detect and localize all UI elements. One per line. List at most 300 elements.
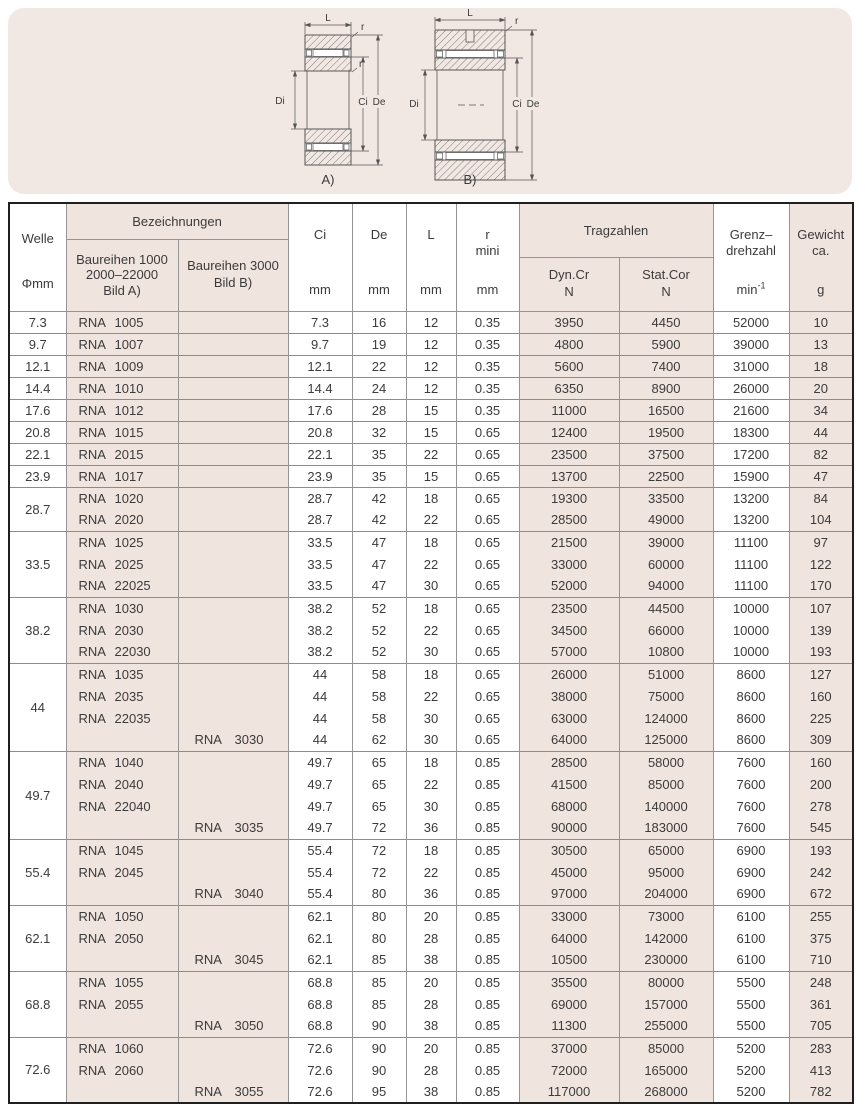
- table-row: [9, 1015, 853, 1037]
- designation-b: [178, 575, 288, 597]
- stat-cor-value: 5900: [619, 333, 713, 355]
- designation-a: [66, 531, 178, 553]
- welle-value: 9.7: [9, 333, 66, 355]
- r-mini-value: 0.85: [456, 839, 519, 861]
- r-mini-value: 0.85: [456, 1081, 519, 1103]
- designation-a: [66, 773, 178, 795]
- ci-value: 49.7: [288, 817, 352, 839]
- col-header-r-mini: [456, 203, 519, 311]
- ci-value: 49.7: [288, 773, 352, 795]
- de-value: 52: [352, 597, 406, 619]
- de-value: 42: [352, 487, 406, 509]
- de-value: 58: [352, 663, 406, 685]
- designation-prefix: RNA: [78, 754, 106, 770]
- ci-value: 68.8: [288, 1015, 352, 1037]
- gewicht-value: 104: [789, 509, 853, 531]
- l-value: 30: [406, 795, 456, 817]
- bearing-drawings: [8, 8, 852, 194]
- l-value: 18: [406, 751, 456, 773]
- stat-cor-value: 85000: [619, 1037, 713, 1059]
- ci-value: 14.4: [288, 377, 352, 399]
- designation-prefix: RNA: [78, 578, 106, 594]
- ci-value: 68.8: [288, 971, 352, 993]
- designation-number: 2015: [114, 446, 144, 462]
- designation-a: [66, 795, 178, 817]
- dyn-cr-value: 11000: [519, 399, 619, 421]
- table-row: [9, 905, 853, 927]
- r-mini-value: 0.65: [456, 619, 519, 641]
- gewicht-value: 193: [789, 641, 853, 663]
- designation-a: [66, 465, 178, 487]
- designation-b: [178, 861, 288, 883]
- stat-cor-value: 16500: [619, 399, 713, 421]
- designation-b: [178, 707, 288, 729]
- dyn-cr-value: 117000: [519, 1081, 619, 1103]
- l-value: 12: [406, 333, 456, 355]
- de-unit: mm: [368, 282, 390, 298]
- r-mini-value: 0.65: [456, 663, 519, 685]
- dyn-cr-value: 11300: [519, 1015, 619, 1037]
- designation-number: 1045: [114, 842, 144, 858]
- dim-label-di-b: Di: [409, 99, 419, 110]
- dim-label-de-a: De: [372, 97, 386, 108]
- table-row: [9, 399, 853, 421]
- ci-value: 49.7: [288, 795, 352, 817]
- designation-number: 1030: [114, 600, 144, 616]
- r-mini-value: 0.65: [456, 553, 519, 575]
- l-value: 38: [406, 1015, 456, 1037]
- table-row: [9, 971, 853, 993]
- grenzdrehzahl-value: 10000: [713, 641, 789, 663]
- table-row: [9, 641, 853, 663]
- dyn-cr-value: 90000: [519, 817, 619, 839]
- designation-b: [178, 685, 288, 707]
- ci-value: 44: [288, 707, 352, 729]
- gewicht-value: 283: [789, 1037, 853, 1059]
- designation-number: 1012: [114, 402, 144, 418]
- grenzdrehzahl-value: 7600: [713, 817, 789, 839]
- dyn-cr-value: 12400: [519, 421, 619, 443]
- ci-value: 55.4: [288, 883, 352, 905]
- designation-a: [66, 1037, 178, 1059]
- dyn-cr-value: 41500: [519, 773, 619, 795]
- designation-number: 1007: [114, 336, 144, 352]
- table-row: [9, 597, 853, 619]
- grenzdrehzahl-value: 31000: [713, 355, 789, 377]
- r-mini-value: 0.85: [456, 817, 519, 839]
- designation-a: [66, 839, 178, 861]
- r-mini-value: 0.65: [456, 465, 519, 487]
- dim-label-ci-a: Ci: [358, 97, 368, 108]
- gewicht-value: 82: [789, 443, 853, 465]
- designation-number: 2040: [114, 776, 144, 792]
- bearing-section-a: [305, 35, 351, 165]
- r-mini-value: 0.85: [456, 1015, 519, 1037]
- l-value: 30: [406, 641, 456, 663]
- table-row: [9, 993, 853, 1015]
- gewicht-value: 309: [789, 729, 853, 751]
- stat-cor-value: 22500: [619, 465, 713, 487]
- r-mini-value: 0.85: [456, 905, 519, 927]
- designation-a: [66, 1015, 178, 1037]
- col-header-baureihen-b: Baureihen 3000 Bild B): [178, 239, 288, 311]
- stat-cor-value: 75000: [619, 685, 713, 707]
- designation-number: 2045: [114, 864, 144, 880]
- designation-prefix: RNA: [78, 556, 106, 572]
- table-row: [9, 707, 853, 729]
- de-value: 52: [352, 619, 406, 641]
- stat-cor-value: 85000: [619, 773, 713, 795]
- designation-a: [66, 399, 178, 421]
- designation-number: 1010: [114, 380, 144, 396]
- de-value: 65: [352, 751, 406, 773]
- dyn-cr-value: 6350: [519, 377, 619, 399]
- bearing-spec-table: [8, 202, 854, 1104]
- grenzdrehzahl-value: 7600: [713, 795, 789, 817]
- gewicht-value: 107: [789, 597, 853, 619]
- dyn-cr-value: 34500: [519, 619, 619, 641]
- stat-cor-value: 80000: [619, 971, 713, 993]
- stat-cor-value: 73000: [619, 905, 713, 927]
- designation-number: 2060: [114, 1062, 144, 1078]
- grenz-unit: $\min^{-1}$: [736, 280, 766, 298]
- table-row: [9, 817, 853, 839]
- l-value: 18: [406, 487, 456, 509]
- ci-value: 33.5: [288, 575, 352, 597]
- designation-prefix: RNA: [78, 908, 106, 924]
- welle-value: 33.5: [9, 531, 66, 597]
- de-value: 65: [352, 795, 406, 817]
- designation-b: [178, 355, 288, 377]
- dyn-cr-value: 3950: [519, 311, 619, 333]
- de-value: 90: [352, 1059, 406, 1081]
- gewicht-value: 225: [789, 707, 853, 729]
- l-value: 30: [406, 707, 456, 729]
- de-value: 85: [352, 971, 406, 993]
- designation-prefix: RNA: [194, 732, 222, 748]
- l-value: 12: [406, 355, 456, 377]
- grenzdrehzahl-value: 39000: [713, 333, 789, 355]
- grenzdrehzahl-value: 5200: [713, 1059, 789, 1081]
- l-value: 28: [406, 993, 456, 1015]
- grenzdrehzahl-value: 10000: [713, 597, 789, 619]
- dyn-cr-value: 5600: [519, 355, 619, 377]
- gewicht-value: 122: [789, 553, 853, 575]
- designation-number: 1020: [114, 490, 144, 506]
- designation-a: [66, 1059, 178, 1081]
- l-value: 15: [406, 465, 456, 487]
- designation-prefix: RNA: [78, 930, 106, 946]
- gewicht-unit: g: [817, 282, 825, 298]
- stat-cor-value: 8900: [619, 377, 713, 399]
- designation-a: [66, 641, 178, 663]
- designation-number: 3050: [234, 1018, 264, 1034]
- de-value: 95: [352, 1081, 406, 1103]
- designation-prefix: RNA: [194, 1018, 222, 1034]
- r-mini-value: 0.35: [456, 399, 519, 421]
- stat-cor-value: 255000: [619, 1015, 713, 1037]
- r-mini-value: 0.35: [456, 377, 519, 399]
- designation-number: 22025: [114, 578, 151, 594]
- ci-value: 55.4: [288, 861, 352, 883]
- de-value: 85: [352, 993, 406, 1015]
- gewicht-value: 200: [789, 773, 853, 795]
- designation-prefix: RNA: [78, 402, 106, 418]
- ci-value: 38.2: [288, 641, 352, 663]
- designation-prefix: RNA: [194, 1084, 222, 1099]
- designation-prefix: RNA: [78, 336, 106, 352]
- de-value: 85: [352, 949, 406, 971]
- designation-prefix: RNA: [78, 996, 106, 1012]
- grenzdrehzahl-value: 13200: [713, 509, 789, 531]
- designation-prefix: RNA: [78, 534, 106, 550]
- grenzdrehzahl-value: 18300: [713, 421, 789, 443]
- designation-a: [66, 817, 178, 839]
- col-header-tragzahlen: Tragzahlen: [519, 203, 713, 257]
- de-value: 19: [352, 333, 406, 355]
- gewicht-value: 375: [789, 927, 853, 949]
- r-label: r: [485, 227, 490, 243]
- ci-value: 62.1: [288, 927, 352, 949]
- designation-b: [178, 311, 288, 333]
- col-header-l: [406, 203, 456, 311]
- dyn-cr-value: 4800: [519, 333, 619, 355]
- designation-number: 1017: [114, 468, 144, 484]
- gewicht-value: 255: [789, 905, 853, 927]
- r-mini-value: 0.85: [456, 1059, 519, 1081]
- welle-value: 7.3: [9, 311, 66, 333]
- ci-value: 38.2: [288, 619, 352, 641]
- designation-prefix: RNA: [78, 644, 106, 660]
- l-value: 20: [406, 905, 456, 927]
- designation-b: [178, 817, 288, 839]
- gewicht-label-line1: Gewicht: [797, 227, 845, 243]
- grenzdrehzahl-value: 6900: [713, 839, 789, 861]
- designation-number: 22035: [114, 710, 151, 726]
- r-mini-value: 0.85: [456, 773, 519, 795]
- designation-prefix: RNA: [78, 974, 106, 990]
- stat-cor-value: 95000: [619, 861, 713, 883]
- welle-value: 12.1: [9, 355, 66, 377]
- l-value: 38: [406, 949, 456, 971]
- table-row: [9, 421, 853, 443]
- r-mini-value: 0.85: [456, 927, 519, 949]
- gewicht-value: 44: [789, 421, 853, 443]
- dim-label-ci-b: Ci: [512, 99, 522, 110]
- stat-cor-value: 49000: [619, 509, 713, 531]
- designation-a: [66, 377, 178, 399]
- ci-value: 49.7: [288, 751, 352, 773]
- l-value: 18: [406, 597, 456, 619]
- designation-b: [178, 751, 288, 773]
- designation-b: [178, 1037, 288, 1059]
- designation-number: 1050: [114, 908, 144, 924]
- designation-prefix: RNA: [78, 358, 106, 374]
- r-mini-value: 0.85: [456, 883, 519, 905]
- r-mini-label: mini: [475, 242, 500, 258]
- table-row: [9, 1037, 853, 1059]
- r-mini-value: 0.85: [456, 949, 519, 971]
- ci-value: 33.5: [288, 553, 352, 575]
- gewicht-value: 782: [789, 1081, 853, 1103]
- grenzdrehzahl-value: 7600: [713, 773, 789, 795]
- l-value: 22: [406, 553, 456, 575]
- designation-a: [66, 443, 178, 465]
- dyn-cr-value: 64000: [519, 927, 619, 949]
- stat-cor-value: 44500: [619, 597, 713, 619]
- ci-value: 38.2: [288, 597, 352, 619]
- col-header-stat-cor: Stat.Cor N: [619, 257, 713, 311]
- stat-cor-value: 60000: [619, 553, 713, 575]
- designation-prefix: RNA: [78, 490, 106, 506]
- ci-value: 28.7: [288, 509, 352, 531]
- ci-value: 44: [288, 685, 352, 707]
- de-value: 72: [352, 861, 406, 883]
- designation-number: 1009: [114, 358, 144, 374]
- designation-number: 2055: [114, 996, 144, 1012]
- r-unit: mm: [476, 282, 499, 298]
- grenzdrehzahl-value: 8600: [713, 663, 789, 685]
- de-value: 47: [352, 575, 406, 597]
- stat-cor-value: 124000: [619, 707, 713, 729]
- ci-value: 68.8: [288, 993, 352, 1015]
- l-label: L: [427, 227, 435, 243]
- designation-a: [66, 971, 178, 993]
- designation-a: [66, 707, 178, 729]
- designation-prefix: RNA: [194, 820, 222, 836]
- r-mini-value: 0.35: [456, 355, 519, 377]
- designation-b: [178, 399, 288, 421]
- grenzdrehzahl-value: 52000: [713, 311, 789, 333]
- grenzdrehzahl-value: 5200: [713, 1081, 789, 1103]
- ci-value: 7.3: [288, 311, 352, 333]
- stat-cor-value: 33500: [619, 487, 713, 509]
- designation-a: [66, 597, 178, 619]
- de-value: 72: [352, 839, 406, 861]
- l-value: 38: [406, 1081, 456, 1103]
- designation-a: [66, 575, 178, 597]
- stat-cor-value: 39000: [619, 531, 713, 553]
- dim-label-de-b: De: [526, 99, 540, 110]
- designation-b: [178, 663, 288, 685]
- grenzdrehzahl-value: 8600: [713, 729, 789, 751]
- designation-number: 1015: [114, 424, 144, 440]
- designation-b: [178, 927, 288, 949]
- figure-caption-b: B): [463, 172, 477, 187]
- designation-b: [178, 773, 288, 795]
- table-row: [9, 333, 853, 355]
- designation-a: [66, 905, 178, 927]
- bearing-section-b: [435, 30, 505, 180]
- grenzdrehzahl-value: 21600: [713, 399, 789, 421]
- gewicht-value: 160: [789, 751, 853, 773]
- grenz-label-line1: Grenz–: [729, 227, 773, 243]
- designation-b: [178, 971, 288, 993]
- l-value: 28: [406, 927, 456, 949]
- de-value: 80: [352, 883, 406, 905]
- designation-number: 2025: [114, 556, 144, 572]
- designation-prefix: RNA: [78, 710, 106, 726]
- grenzdrehzahl-value: 8600: [713, 707, 789, 729]
- designation-b: [178, 883, 288, 905]
- table-row: [9, 1059, 853, 1081]
- de-value: 90: [352, 1015, 406, 1037]
- designation-b: [178, 1081, 288, 1103]
- stat-cor-value: 19500: [619, 421, 713, 443]
- designation-number: 1060: [114, 1040, 144, 1056]
- designation-prefix: RNA: [78, 864, 106, 880]
- grenzdrehzahl-value: 11100: [713, 575, 789, 597]
- designation-a: [66, 311, 178, 333]
- designation-prefix: RNA: [78, 512, 106, 528]
- grenzdrehzahl-value: 11100: [713, 531, 789, 553]
- designation-b: [178, 553, 288, 575]
- gewicht-value: 248: [789, 971, 853, 993]
- table-row: [9, 575, 853, 597]
- designation-prefix: RNA: [78, 1040, 106, 1056]
- de-value: 72: [352, 817, 406, 839]
- l-unit: mm: [420, 282, 442, 298]
- l-value: 22: [406, 685, 456, 707]
- designation-b: [178, 795, 288, 817]
- stat-cor-value: 7400: [619, 355, 713, 377]
- stat-cor-value: 268000: [619, 1081, 713, 1103]
- l-value: 22: [406, 861, 456, 883]
- designation-prefix: RNA: [78, 424, 106, 440]
- r-mini-value: 0.65: [456, 509, 519, 531]
- col-header-bezeichnungen: Bezeichnungen: [66, 203, 288, 239]
- grenzdrehzahl-value: 26000: [713, 377, 789, 399]
- designation-number: 2030: [114, 622, 144, 638]
- gewicht-value: 672: [789, 883, 853, 905]
- stat-cor-value: 58000: [619, 751, 713, 773]
- r-mini-value: 0.65: [456, 531, 519, 553]
- ci-value: 72.6: [288, 1059, 352, 1081]
- l-value: 28: [406, 1059, 456, 1081]
- r-mini-value: 0.65: [456, 487, 519, 509]
- welle-value: 23.9: [9, 465, 66, 487]
- r-mini-value: 0.65: [456, 575, 519, 597]
- designation-number: 1025: [114, 534, 144, 550]
- welle-value: 17.6: [9, 399, 66, 421]
- designation-b: [178, 993, 288, 1015]
- l-value: 36: [406, 883, 456, 905]
- l-value: 30: [406, 575, 456, 597]
- welle-value: 62.1: [9, 905, 66, 971]
- designation-b: [178, 443, 288, 465]
- welle-value: 72.6: [9, 1037, 66, 1103]
- r-mini-value: 0.65: [456, 641, 519, 663]
- designation-a: [66, 949, 178, 971]
- dim-label-di-a: Di: [275, 96, 285, 107]
- ci-value: 72.6: [288, 1081, 352, 1103]
- welle-value: 22.1: [9, 443, 66, 465]
- de-value: 28: [352, 399, 406, 421]
- table-row: [9, 883, 853, 905]
- stat-cor-value: 157000: [619, 993, 713, 1015]
- grenzdrehzahl-value: 6100: [713, 927, 789, 949]
- dyn-cr-value: 28500: [519, 751, 619, 773]
- gewicht-value: 278: [789, 795, 853, 817]
- gewicht-value: 47: [789, 465, 853, 487]
- de-value: 32: [352, 421, 406, 443]
- de-value: 62: [352, 729, 406, 751]
- gewicht-value: 545: [789, 817, 853, 839]
- designation-a: [66, 487, 178, 509]
- ci-value: 44: [288, 729, 352, 751]
- designation-b: [178, 839, 288, 861]
- designation-a: [66, 883, 178, 905]
